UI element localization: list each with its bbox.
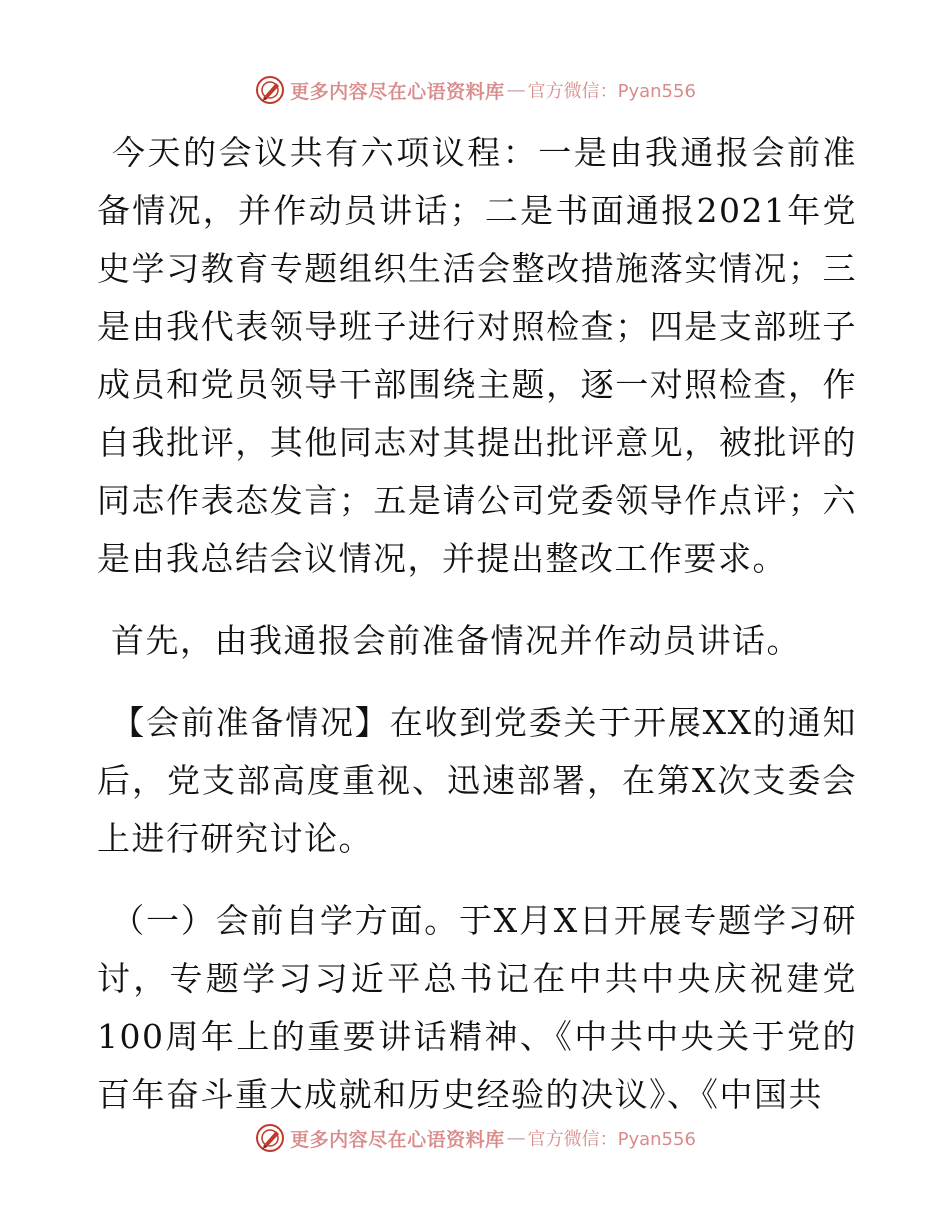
paragraph-agenda: [97, 124, 857, 588]
document-body: [97, 124, 857, 1148]
banner-contact-text: 官方微信：Pyan556: [527, 81, 696, 102]
banner-separator: —: [506, 79, 526, 101]
footer-watermark-banner: [0, 1118, 950, 1158]
paragraph-self-study-text: （一）会前自学方面。于X月X日开展专题学习研讨，专题学习习近平总书记在中共中央庆祝建党100周年上的重要讲话精神、《中共中央关于党的百年奋斗重大成就和历史经验的决议》、《中国共: [97, 901, 857, 1114]
banner-contact-text: 官方微信：Pyan556: [527, 1129, 696, 1150]
paragraph-intro-text: 首先，由我通报会前准备情况并作动员讲话。: [111, 621, 801, 660]
pen-logo-icon: [254, 1122, 286, 1154]
paragraph-self-study: [97, 892, 857, 1124]
paragraph-agenda-text: 今天的会议共有六项议程：一是由我通报会前准备情况，并作动员讲话；二是书面通报2021年党史学习教育专题组织生活会整改措施落实情况；三是由我代表领导班子进行对照检查；四是支部班子成员和党员领导干部围绕主题，逐一对照检查，作自我批评，其他同志对其提出批评意见，被批评的同志作表态发言；五是请公司党委领导作点评；六是由我总结会议情况，并提出整改工作要求。: [97, 133, 857, 578]
header-watermark-banner: [0, 70, 950, 110]
paragraph-preparation: [97, 694, 857, 868]
paragraph-preparation-text: 【会前准备情况】在收到党委关于开展XX的通知后，党支部高度重视、迅速部署，在第X次支委会上进行研究讨论。: [97, 703, 857, 858]
banner-separator: —: [506, 1127, 526, 1149]
banner-brand-text: 更多内容尽在心语资料库: [290, 80, 505, 103]
pen-logo-icon: [254, 74, 286, 106]
banner-brand-text: 更多内容尽在心语资料库: [290, 1128, 505, 1151]
paragraph-intro: [97, 612, 857, 670]
